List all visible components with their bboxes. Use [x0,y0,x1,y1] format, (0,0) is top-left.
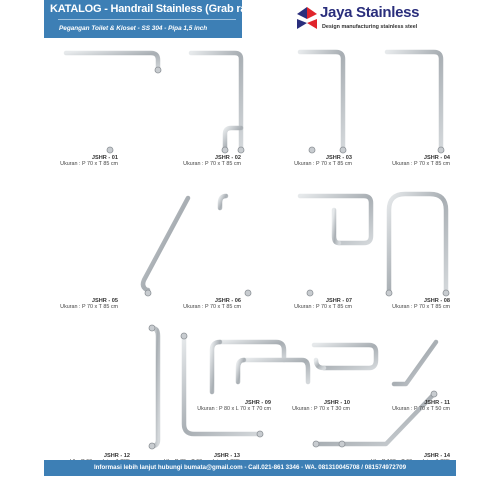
product-jshr-12-image [152,328,158,446]
product-jshr-07-image [300,196,371,293]
product-code: JSHR - 07 [325,298,352,304]
product-size: Ukuran : P 70 x T 85 cm [60,304,118,310]
product-card [60,298,118,310]
contact-info: Informasi lebih lanjut hubungi bumata@gmail.com - Call.021-861 3346 - WA. 081310045708 / 081574972709 [93,464,407,471]
product-size: Ukuran : P 70 x T 85 cm [392,304,450,310]
page-subtitle: Pegangan Toilet & Kloset - SS 304 - Pipa 1,5 inch [59,25,208,32]
brand-tagline: Design manufacturing stainless steel [322,24,418,30]
product-jshr-06-image [220,196,282,293]
product-size: Ukuran : P 70 x T 85 cm [183,161,241,167]
product-jshr-04-image [387,52,441,150]
product-size: Ukuran : P 70 x T 50 cm [392,406,450,412]
product-jshr-03-image [300,52,343,150]
product-jshr-11-image [392,342,436,384]
brand-name: Jaya Stainless [320,4,420,21]
product-jshr-01-image [66,53,158,150]
product-card [392,155,450,167]
product-code: JSHR - 12 [103,453,130,459]
product-code: JSHR - 14 [423,453,450,459]
product-code: JSHR - 06 [214,298,241,304]
product-size: Ukuran : P 70 x T 85 cm [392,161,450,167]
product-code: JSHR - 05 [91,298,118,304]
catalog-page [44,0,456,500]
product-jshr-13-image [184,336,260,434]
product-card [183,298,241,310]
page-title: KATALOG - Handrail Stainless (Grab rail) [50,3,256,15]
product-code: JSHR - 04 [423,155,450,161]
product-size: Ukuran : P 70 x T 30 cm [292,406,350,412]
product-code: JSHR - 02 [214,155,241,161]
product-code: JSHR - 08 [423,298,450,304]
product-jshr-08-image [389,194,446,293]
product-illustrations [44,0,456,460]
product-code: JSHR - 09 [244,400,271,406]
product-card [294,298,352,310]
product-jshr-02-image [191,53,241,150]
product-card [392,298,450,310]
product-size: Ukuran : P 70 x T 85 cm [183,304,241,310]
product-size: Ukuran : P 70 x T 85 cm [60,161,118,167]
product-code: JSHR - 03 [325,155,352,161]
product-card [294,155,352,167]
product-code: JSHR - 10 [323,400,350,406]
product-jshr-05-image [143,192,188,293]
product-code: JSHR - 11 [424,400,450,406]
footer-band [44,460,456,476]
product-code: JSHR - 13 [213,453,240,459]
product-jshr-10-image [314,345,376,368]
product-size: Ukuran : P 70 x T 85 cm [294,304,352,310]
product-jshr-09-image [212,342,308,392]
product-card [292,400,350,412]
product-size: Ukuran : P 70 x T 85 cm [294,161,352,167]
product-card [392,400,450,412]
product-size: Ukuran : P 80 x L 70 x T 70 cm [197,406,271,412]
product-card [60,155,118,167]
product-code: JSHR - 01 [91,155,118,161]
product-card [197,400,271,412]
product-card [183,155,241,167]
